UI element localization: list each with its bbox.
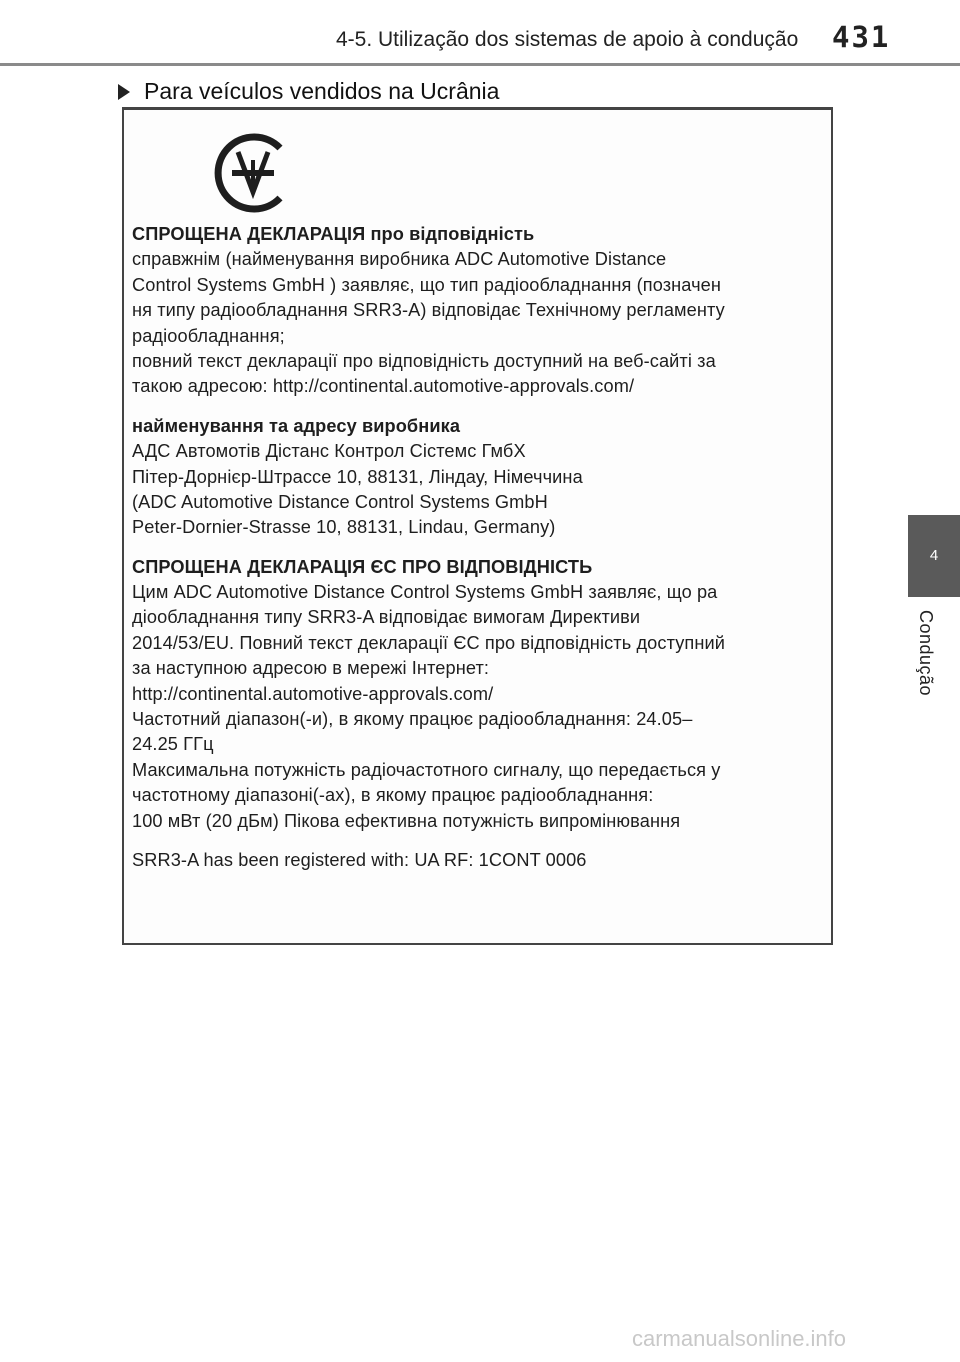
section-heading (118, 78, 499, 105)
chapter-header-title: 4-5. Utilização dos sistemas de apoio à condução (336, 28, 799, 51)
eu-declaration-line: за наступною адресою в мережі Інтернет: (132, 658, 490, 679)
section-heading-text: Para veículos vendidos na Ucrânia (144, 78, 500, 104)
manufacturer-heading: найменування та адресу виробника (132, 415, 461, 436)
chapter-tab-number: 4 (929, 547, 939, 564)
manufacturer-line: Пітер-Дорнієр-Штрассе 10, 88131, Ліндау, Німеччина (132, 466, 583, 487)
triangle-bullet-icon (118, 84, 130, 100)
eu-declaration-line: Максимальна потужність радіочастотного сигналу, що передається у (132, 759, 721, 780)
eu-declaration-line: частотному діапазоні(-ах), в якому працює радіообладнання: (132, 785, 654, 806)
eu-declaration-heading: СПРОЩЕНА ДЕКЛАРАЦІЯ ЄС ПРО ВІДПОВІДНІСТЬ (132, 556, 593, 577)
eu-declaration-line: http://continental.automotive-approvals.com/ (132, 683, 494, 704)
manufacturer-line: АДС Автомотів Дістанс Контрол Сістемс ГмбХ (132, 441, 526, 462)
declaration-line: такою адресою: http://continental.automotive-approvals.com/ (132, 376, 635, 397)
declaration-line: ня типу радіообладнання SRR3-A) відповідає Технічному регламенту (132, 300, 725, 321)
eu-declaration-line: Цим ADC Automotive Distance Control Systems GmbH заявляє, що ра (132, 582, 718, 603)
declaration-box (122, 107, 833, 945)
declaration-line: справжнім (найменування виробника ADC Automotive Distance (132, 249, 667, 270)
ukrainian-conformity-mark-icon (210, 130, 296, 216)
declaration-heading-1: СПРОЩЕНА ДЕКЛАРАЦІЯ про відповідність (132, 224, 535, 244)
eu-declaration-line: діообладнання типу SRR3-A відповідає вимогам Директиви (132, 607, 641, 628)
eu-declaration-line: 100 мВт (20 дБм) Пікова ефективна потужність випромінювання (132, 810, 681, 831)
chapter-tab[interactable] (908, 515, 960, 597)
declaration-line: Control Systems GmbH ) заявляє, що тип радіообладнання (позначен (132, 274, 722, 295)
manufacturer-line: Peter-Dornier-Strasse 10, 88131, Lindau, Germany) (132, 517, 556, 538)
chapter-tab-label: Condução (916, 610, 936, 697)
header-divider (0, 63, 960, 66)
manufacturer-line: (ADC Automotive Distance Control Systems GmbH (132, 491, 548, 512)
page-number: 431 (832, 20, 891, 54)
declaration-text (132, 222, 832, 873)
declaration-line: радіообладнання; (132, 325, 285, 346)
watermark: carmanualsonline.info (632, 1326, 847, 1351)
eu-declaration-line: Частотний діапазон(-и), в якому працює радіообладнання: 24.05– (132, 709, 693, 730)
eu-declaration-line: 2014/53/EU. Повний текст декларації ЄС про відповідність доступний (132, 632, 726, 653)
eu-declaration-line: 24.25 ГГц (132, 734, 214, 755)
registration-line: SRR3-A has been registered with: UA RF: 1CONT 0006 (132, 849, 587, 870)
declaration-line: повний текст декларації про відповідність доступний на веб-сайті за (132, 350, 716, 371)
